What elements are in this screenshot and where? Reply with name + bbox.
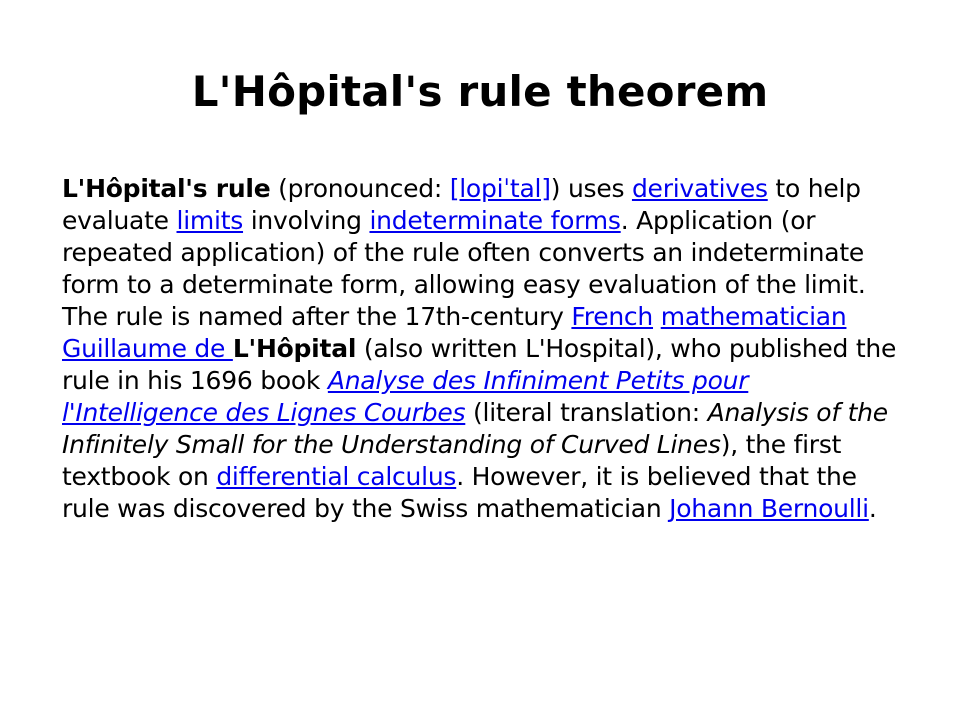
link-johann-bernoulli[interactable]: Johann Bernoulli <box>669 494 869 523</box>
link-french[interactable]: French <box>571 302 654 331</box>
link-limits[interactable]: limits <box>176 206 244 235</box>
body-text: . However, it is believed that the rule was discovered by the Swiss mathematician <box>62 462 857 523</box>
body-text: . <box>868 494 877 523</box>
link-mathematician[interactable]: mathematician <box>660 302 847 331</box>
person-name-bold: L'Hôpital <box>232 334 357 363</box>
link-pronunciation[interactable]: [lopiˈtal] <box>449 174 551 203</box>
link-differential-calculus[interactable]: differential calculus <box>216 462 457 491</box>
translation-italic: Analysis of the Infinitely Small for the Understanding of Curved Lines <box>62 398 888 459</box>
term-bold: L'Hôpital's rule <box>62 174 271 203</box>
body-text: ), the first textbook on <box>62 430 842 491</box>
body-text: . Application (or repeated application) of the rule often converts an indeterminate form to a determinate form, allowing easy evaluation of the limit. The rule is named after the 17th-century <box>62 206 866 331</box>
link-derivatives[interactable]: derivatives <box>631 174 768 203</box>
link-guillaume-de[interactable]: Guillaume de <box>62 334 233 363</box>
body-text <box>653 302 661 331</box>
book-title-italic: Analyse des Infiniment Petits pour l'Intelligence des Lignes Courbes <box>62 366 749 427</box>
body-text: (pronounced: <box>270 174 450 203</box>
body-text: involving <box>243 206 370 235</box>
body-text: (also written L'Hospital), who published the rule in his 1696 book <box>62 334 897 395</box>
slide-title: L'Hôpital's rule theorem <box>191 67 769 116</box>
link-indeterminate-forms[interactable]: indeterminate forms <box>369 206 621 235</box>
body-text: ) uses <box>550 174 632 203</box>
body-text: (literal translation: <box>465 398 708 427</box>
body-text: to help evaluate <box>62 174 861 235</box>
slide-body-paragraph <box>62 173 902 525</box>
